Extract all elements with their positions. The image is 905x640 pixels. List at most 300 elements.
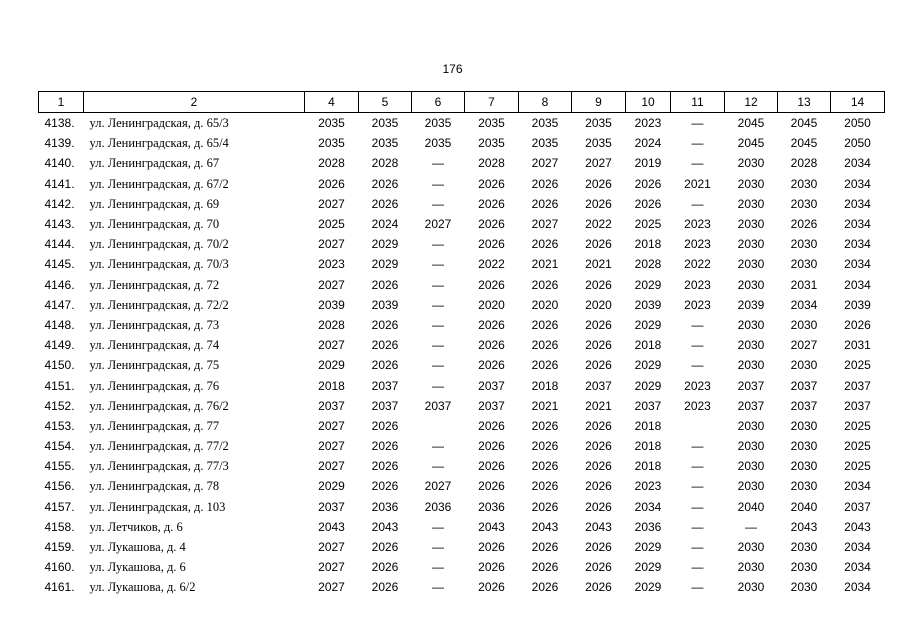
table-row: [39, 315, 885, 335]
year-cell: 2026: [478, 439, 505, 454]
year-cell: 2023: [318, 257, 345, 272]
year-cell: 2021: [684, 176, 711, 191]
year-cell: 2045: [790, 116, 818, 131]
row-number: 4149.: [44, 338, 75, 353]
year-cell: 2034: [844, 560, 871, 575]
year-cell: 2026: [371, 479, 399, 494]
year-cell: 2029: [634, 358, 662, 373]
year-cell: 2026: [585, 176, 612, 191]
table-row: [39, 295, 885, 315]
year-cell: 2026: [371, 459, 399, 474]
table-row: [39, 355, 885, 375]
year-cell: 2034: [790, 297, 818, 312]
table-row: [39, 375, 885, 395]
year-cell: 2021: [531, 257, 559, 272]
year-cell: —: [691, 116, 704, 131]
year-cell: 2039: [318, 297, 345, 312]
year-cell: 2030: [737, 257, 765, 272]
year-cell: 2026: [371, 358, 399, 373]
year-cell: 2030: [737, 176, 765, 191]
year-cell: 2026: [478, 560, 505, 575]
year-cell: 2026: [585, 338, 612, 353]
year-cell: 2023: [684, 297, 711, 312]
year-cell: 2030: [790, 560, 818, 575]
table-row: [39, 174, 885, 194]
year-cell: 2030: [737, 237, 765, 252]
column-header: 5: [359, 92, 412, 113]
address-cell: ул. Ленинградская, д. 65/4: [89, 136, 229, 151]
column-header: 1: [39, 92, 84, 113]
year-cell: 2026: [585, 277, 612, 292]
row-number: 4152.: [44, 398, 75, 413]
year-cell: 2026: [478, 358, 505, 373]
year-cell: 2027: [318, 277, 345, 292]
year-cell: 2037: [371, 378, 399, 393]
table-row: [39, 113, 885, 134]
year-cell: 2029: [318, 358, 345, 373]
year-cell: 2029: [634, 277, 662, 292]
year-cell: —: [432, 338, 444, 353]
column-header: 9: [572, 92, 626, 113]
year-cell: 2027: [318, 418, 345, 433]
year-cell: 2045: [737, 116, 765, 131]
year-cell: 2026: [478, 317, 505, 332]
address-cell: ул. Ленинградская, д. 73: [89, 317, 220, 332]
year-cell: 2026: [634, 176, 662, 191]
year-cell: 2045: [737, 136, 765, 151]
year-cell: 2043: [318, 519, 345, 534]
year-cell: 2029: [634, 580, 662, 595]
year-cell: 2037: [737, 378, 765, 393]
year-cell: 2034: [844, 257, 871, 272]
year-cell: 2043: [790, 519, 818, 534]
year-cell: 2021: [585, 257, 612, 272]
table-row: [39, 194, 885, 214]
year-cell: 2023: [684, 237, 711, 252]
year-cell: 2026: [531, 540, 559, 555]
year-cell: 2026: [318, 176, 345, 191]
address-cell: ул. Лукашова, д. 6/2: [89, 580, 196, 595]
year-cell: 2026: [371, 560, 399, 575]
row-number: 4153.: [44, 418, 75, 433]
year-cell: 2026: [531, 439, 559, 454]
year-cell: 2034: [844, 540, 871, 555]
year-cell: 2026: [371, 418, 399, 433]
year-cell: 2036: [424, 499, 452, 514]
row-number: 4160.: [44, 560, 75, 575]
table-row: [39, 153, 885, 173]
year-cell: 2043: [531, 519, 559, 534]
year-cell: 2026: [844, 317, 871, 332]
year-cell: 2039: [371, 297, 399, 312]
year-cell: 2026: [371, 317, 399, 332]
table-row: [39, 456, 885, 476]
year-cell: 2037: [585, 378, 612, 393]
year-cell: 2025: [844, 358, 871, 373]
column-header: 11: [671, 92, 725, 113]
row-number: 4138.: [44, 116, 75, 131]
year-cell: 2037: [478, 378, 505, 393]
year-cell: 2043: [844, 519, 871, 534]
year-cell: —: [691, 580, 704, 595]
year-cell: 2018: [531, 378, 559, 393]
year-cell: 2029: [371, 237, 399, 252]
year-cell: 2050: [844, 116, 871, 131]
row-number: 4150.: [44, 358, 75, 373]
year-cell: 2036: [634, 519, 662, 534]
year-cell: 2035: [478, 116, 505, 131]
year-cell: 2028: [634, 257, 662, 272]
year-cell: 2026: [531, 338, 559, 353]
year-cell: 2035: [531, 136, 559, 151]
row-number: 4147.: [44, 297, 75, 312]
address-cell: ул. Ленинградская, д. 77: [89, 418, 220, 433]
year-cell: 2030: [790, 580, 818, 595]
table-row: [39, 476, 885, 496]
address-cell: ул. Ленинградская, д. 67/2: [89, 176, 229, 191]
year-cell: 2030: [737, 358, 765, 373]
year-cell: 2024: [634, 136, 662, 151]
year-cell: 2020: [531, 297, 559, 312]
year-cell: 2026: [585, 580, 612, 595]
year-cell: 2026: [531, 196, 559, 211]
year-cell: 2020: [478, 297, 505, 312]
year-cell: 2027: [318, 540, 345, 555]
row-number: 4154.: [44, 439, 75, 454]
year-cell: 2043: [371, 519, 399, 534]
year-cell: 2040: [790, 499, 818, 514]
table-row: [39, 133, 885, 153]
year-cell: 2039: [737, 297, 765, 312]
year-cell: 2019: [634, 156, 662, 171]
year-cell: 2030: [737, 439, 765, 454]
year-cell: —: [691, 459, 704, 474]
year-cell: 2026: [371, 439, 399, 454]
year-cell: 2037: [371, 398, 399, 413]
year-cell: 2029: [634, 540, 662, 555]
year-cell: 2034: [844, 217, 871, 232]
year-cell: —: [691, 499, 704, 514]
row-number: 4159.: [44, 540, 75, 555]
year-cell: 2030: [790, 540, 818, 555]
row-number: 4142.: [44, 196, 75, 211]
year-cell: 2028: [371, 156, 399, 171]
year-cell: 2018: [318, 378, 345, 393]
year-cell: 2035: [318, 116, 345, 131]
table-header: [39, 92, 885, 113]
year-cell: 2027: [531, 156, 559, 171]
year-cell: 2035: [585, 136, 612, 151]
year-cell: 2027: [531, 217, 559, 232]
address-cell: ул. Ленинградская, д. 72/2: [89, 297, 229, 312]
row-number: 4139.: [44, 136, 75, 151]
column-header: 2: [84, 92, 305, 113]
year-cell: 2026: [585, 439, 612, 454]
year-cell: 2026: [371, 338, 399, 353]
year-cell: —: [691, 338, 704, 353]
column-header: 13: [778, 92, 831, 113]
address-cell: ул. Ленинградская, д. 70/3: [89, 257, 229, 272]
year-cell: 2026: [585, 196, 612, 211]
address-cell: ул. Ленинградская, д. 103: [89, 499, 226, 514]
year-cell: 2029: [634, 560, 662, 575]
table-row: [39, 254, 885, 274]
address-cell: ул. Ленинградская, д. 76: [89, 378, 220, 393]
year-cell: 2030: [737, 560, 765, 575]
year-cell: 2029: [318, 479, 345, 494]
year-cell: 2039: [634, 297, 662, 312]
year-cell: 2034: [844, 277, 871, 292]
year-cell: 2026: [790, 217, 818, 232]
column-header: 8: [519, 92, 572, 113]
year-cell: 2027: [318, 338, 345, 353]
year-cell: —: [691, 560, 704, 575]
year-cell: 2039: [844, 297, 871, 312]
year-cell: 2028: [318, 156, 345, 171]
year-cell: 2022: [684, 257, 711, 272]
year-cell: 2037: [478, 398, 505, 413]
year-cell: 2027: [318, 560, 345, 575]
table-row: [39, 497, 885, 517]
address-cell: ул. Ленинградская, д. 76/2: [89, 398, 229, 413]
year-cell: —: [691, 136, 704, 151]
year-cell: 2026: [478, 540, 505, 555]
address-cell: ул. Ленинградская, д. 70/2: [89, 237, 229, 252]
year-cell: 2025: [634, 217, 662, 232]
year-cell: —: [691, 196, 704, 211]
column-header: 4: [305, 92, 359, 113]
year-cell: 2028: [478, 156, 505, 171]
year-cell: 2022: [585, 217, 612, 232]
year-cell: 2026: [634, 196, 662, 211]
year-cell: 2030: [790, 317, 818, 332]
year-cell: 2023: [684, 217, 711, 232]
row-number: 4157.: [44, 499, 75, 514]
address-cell: ул. Лукашова, д. 4: [89, 540, 186, 555]
year-cell: 2037: [844, 398, 871, 413]
year-cell: 2018: [634, 237, 662, 252]
year-cell: 2026: [371, 580, 399, 595]
year-cell: 2037: [318, 398, 345, 413]
year-cell: 2031: [844, 338, 871, 353]
row-number: 4155.: [44, 459, 75, 474]
year-cell: 2037: [318, 499, 345, 514]
column-header: 6: [412, 92, 465, 113]
year-cell: 2026: [531, 277, 559, 292]
table-row: [39, 396, 885, 416]
year-cell: —: [432, 540, 444, 555]
table-row: [39, 335, 885, 355]
year-cell: 2026: [531, 580, 559, 595]
year-cell: 2036: [478, 499, 505, 514]
year-cell: 2027: [318, 580, 345, 595]
table-row: [39, 517, 885, 537]
year-cell: 2025: [844, 459, 871, 474]
address-cell: ул. Ленинградская, д. 67: [89, 156, 220, 171]
address-cell: ул. Ленинградская, д. 69: [89, 196, 220, 211]
year-cell: —: [432, 560, 444, 575]
year-cell: 2022: [478, 257, 505, 272]
address-cell: ул. Летчиков, д. 6: [89, 519, 183, 534]
year-cell: 2026: [531, 560, 559, 575]
year-cell: —: [691, 156, 704, 171]
year-cell: 2027: [318, 196, 345, 211]
year-cell: 2034: [844, 237, 871, 252]
year-cell: 2026: [478, 338, 505, 353]
year-cell: 2031: [790, 277, 818, 292]
table-row: [39, 275, 885, 295]
table-body: [39, 113, 885, 598]
year-cell: 2050: [844, 136, 871, 151]
year-cell: —: [691, 317, 704, 332]
row-number: 4161.: [44, 580, 75, 595]
year-cell: 2035: [371, 116, 399, 131]
year-cell: 2029: [634, 378, 662, 393]
year-cell: 2027: [318, 439, 345, 454]
year-cell: 2030: [737, 277, 765, 292]
row-number: 4158.: [44, 519, 75, 534]
year-cell: 2023: [634, 479, 662, 494]
year-cell: 2030: [790, 196, 818, 211]
year-cell: 2030: [737, 196, 765, 211]
year-cell: 2030: [737, 418, 765, 433]
year-cell: —: [691, 358, 704, 373]
table-row: [39, 436, 885, 456]
row-number: 4146.: [44, 277, 75, 292]
year-cell: 2030: [737, 338, 765, 353]
year-cell: 2021: [531, 398, 559, 413]
year-cell: 2030: [737, 479, 765, 494]
year-cell: 2018: [634, 439, 662, 454]
year-cell: 2020: [585, 297, 612, 312]
year-cell: 2029: [371, 257, 399, 272]
year-cell: 2035: [531, 116, 559, 131]
year-cell: 2030: [790, 418, 818, 433]
year-cell: 2026: [478, 217, 505, 232]
year-cell: 2030: [790, 439, 818, 454]
table-row: [39, 557, 885, 577]
year-cell: 2030: [790, 358, 818, 373]
year-cell: —: [432, 317, 444, 332]
year-cell: 2035: [424, 136, 452, 151]
row-number: 4140.: [44, 156, 75, 171]
year-cell: 2023: [684, 378, 711, 393]
year-cell: 2035: [371, 136, 399, 151]
year-cell: —: [432, 176, 444, 191]
column-header: 7: [465, 92, 519, 113]
year-cell: 2030: [790, 459, 818, 474]
year-cell: —: [432, 156, 444, 171]
year-cell: 2026: [478, 277, 505, 292]
year-cell: 2043: [478, 519, 505, 534]
year-cell: 2025: [318, 217, 345, 232]
column-header: 14: [831, 92, 885, 113]
year-cell: 2035: [478, 136, 505, 151]
year-cell: 2037: [634, 398, 662, 413]
year-cell: 2030: [737, 156, 765, 171]
year-cell: 2025: [844, 418, 871, 433]
year-cell: 2028: [790, 156, 818, 171]
year-cell: 2026: [531, 237, 559, 252]
year-cell: 2026: [478, 580, 505, 595]
year-cell: 2029: [634, 317, 662, 332]
row-number: 4144.: [44, 237, 75, 252]
year-cell: 2027: [318, 459, 345, 474]
year-cell: —: [432, 459, 444, 474]
year-cell: 2023: [634, 116, 662, 131]
year-cell: 2026: [585, 317, 612, 332]
year-cell: 2043: [585, 519, 612, 534]
row-number: 4143.: [44, 217, 75, 232]
year-cell: 2030: [737, 580, 765, 595]
year-cell: 2037: [790, 398, 818, 413]
year-cell: —: [432, 519, 444, 534]
address-cell: ул. Ленинградская, д. 77/2: [89, 439, 229, 454]
year-cell: 2026: [585, 540, 612, 555]
year-cell: 2026: [478, 479, 505, 494]
table-row: [39, 537, 885, 557]
year-cell: —: [432, 277, 444, 292]
year-cell: 2026: [585, 479, 612, 494]
year-cell: 2026: [478, 237, 505, 252]
year-cell: 2028: [318, 317, 345, 332]
year-cell: 2035: [585, 116, 612, 131]
year-cell: 2037: [844, 499, 871, 514]
year-cell: 2024: [371, 217, 399, 232]
year-cell: 2026: [478, 418, 505, 433]
year-cell: 2030: [790, 479, 818, 494]
row-number: 4145.: [44, 257, 75, 272]
year-cell: —: [691, 439, 704, 454]
address-cell: ул. Лукашова, д. 6: [89, 560, 186, 575]
address-cell: ул. Ленинградская, д. 74: [89, 338, 220, 353]
year-cell: 2026: [371, 196, 399, 211]
table-row: [39, 214, 885, 234]
row-number: 4148.: [44, 317, 75, 332]
year-cell: 2030: [790, 237, 818, 252]
year-cell: 2030: [737, 217, 765, 232]
year-cell: 2027: [790, 338, 818, 353]
year-cell: 2026: [478, 176, 505, 191]
year-cell: 2026: [531, 459, 559, 474]
year-cell: 2034: [634, 499, 662, 514]
table-row: [39, 234, 885, 254]
year-cell: 2030: [737, 459, 765, 474]
year-cell: —: [432, 358, 444, 373]
year-cell: 2021: [585, 398, 612, 413]
year-cell: 2026: [531, 499, 559, 514]
data-table: [38, 91, 885, 598]
year-cell: 2026: [585, 418, 612, 433]
table-row: [39, 577, 885, 597]
year-cell: —: [691, 479, 704, 494]
year-cell: 2045: [790, 136, 818, 151]
row-number: 4151.: [44, 378, 75, 393]
address-cell: ул. Ленинградская, д. 65/3: [89, 116, 229, 131]
year-cell: 2026: [585, 560, 612, 575]
page-number: 176: [442, 62, 463, 76]
year-cell: 2034: [844, 580, 871, 595]
year-cell: 2036: [371, 499, 399, 514]
year-cell: 2026: [531, 176, 559, 191]
year-cell: 2026: [371, 540, 399, 555]
year-cell: 2026: [585, 237, 612, 252]
year-cell: 2034: [844, 479, 871, 494]
year-cell: 2037: [790, 378, 818, 393]
year-cell: [671, 416, 725, 436]
table-row: [39, 416, 885, 436]
year-cell: —: [432, 237, 444, 252]
